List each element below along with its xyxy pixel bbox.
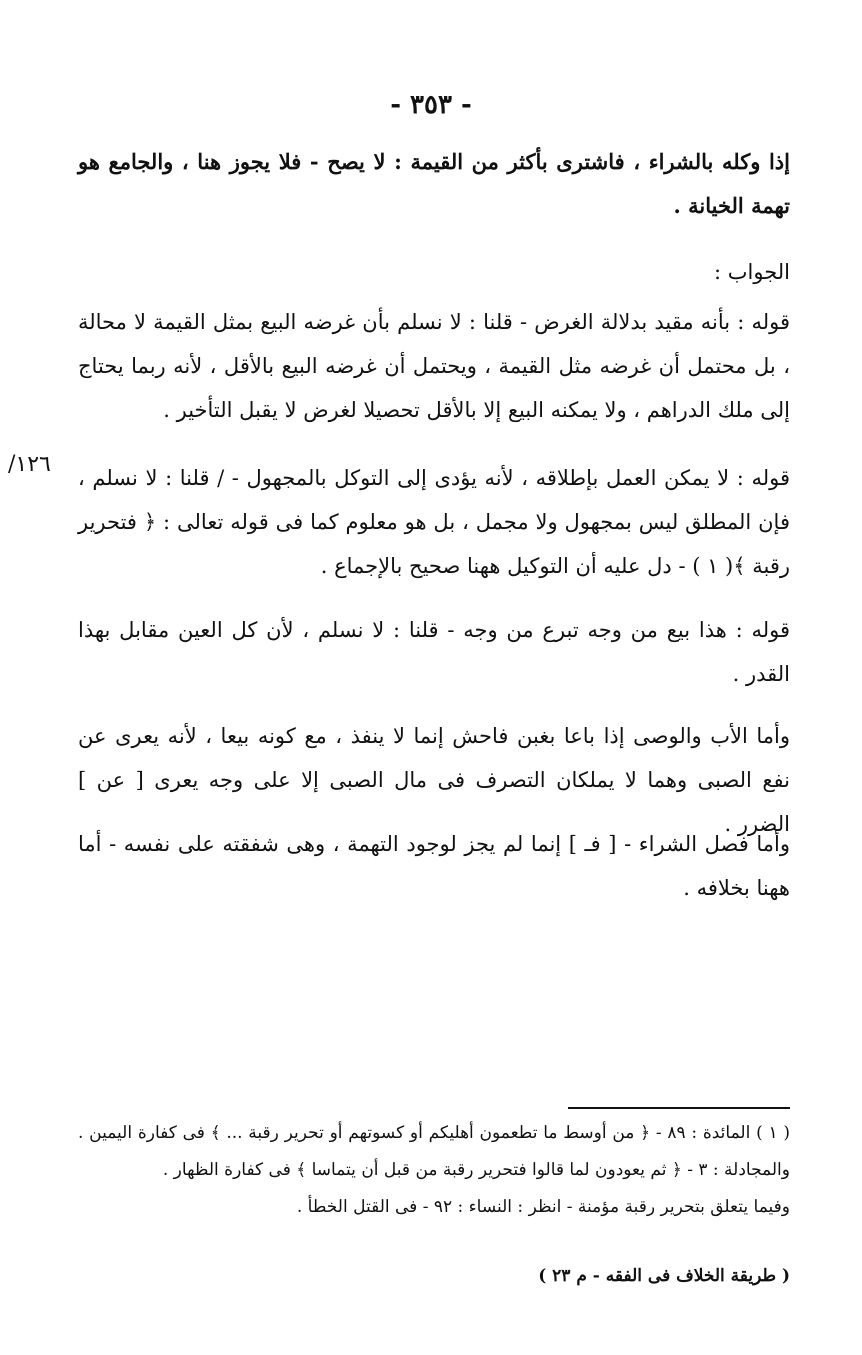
footnote-2: وفيما يتعلق بتحرير رقبة مؤمنة - انظر : النساء : ٩٢ - فى القتل الخطأ .	[296, 1197, 790, 1217]
paragraph-3: قوله : بأنه مقيد بدلالة الغرض - قلنا : لا نسلم بأن غرضه البيع بمثل القيمة لا محالة ، بل محتمل أن غرضه مثل القيمة ، ويحتمل أن غرضه البيع بالأقل ، لأنه ربما يحتاج إلى ملك الدراهم ، ولا يمكنه البيع إلا بالأقل تحصيلا لغرض لا يقبل التأخير .	[78, 310, 790, 422]
paragraph-answer-heading-block	[78, 250, 790, 294]
paragraph-5: قوله : هذا بيع من وجه تبرع من وجه - قلنا : لا نسلم ، لأن كل العين مقابل بهذا القدر .	[78, 618, 790, 686]
footnote-1: ( ١ ) المائدة : ٨٩ - ﴿ من أوسط ما تطعمون أهليكم أو كسوتهم أو تحرير رقبة ... ﴾ فى كفارة اليمين . والمجادلة : ٣ - ﴿ ثم يعودون لما قالوا فتحرير رقبة من قبل أن يتماسا ﴾ فى كفارة الظهار .	[78, 1123, 790, 1180]
paragraph-1: إذا وكله بالشراء ، فاشترى بأكثر من القيمة : لا يصح - فلا يجوز هنا ، والجامع هو تهمة الخيانة .	[78, 149, 790, 218]
paragraph-7: وأما فصل الشراء - [ فـ ] إنما لم يجز لوجود التهمة ، وهى شفقته على نفسه - أما ههنا بخلافه .	[78, 832, 790, 900]
answer-heading: الجواب :	[714, 260, 790, 284]
paragraph-block-3	[78, 300, 790, 432]
margin-folio-note: ١٢٦/	[8, 452, 51, 477]
footnotes	[78, 1115, 790, 1226]
paragraph-block-5	[78, 608, 790, 696]
paragraph-4: قوله : لا يمكن العمل بإطلاقه ، لأنه يؤدى إلى التوكل بالمجهول - / قلنا : لا نسلم ، فإن المطلق ليس بمجهول ولا مجمل ، بل هو معلوم كما فى قوله تعالى : ﴿ فتحرير رقبة ﴾( ١ ) - دل عليه أن التوكيل ههنا صحيح بالإجماع .	[78, 466, 790, 578]
paragraph-block-7	[78, 822, 790, 910]
paragraph-opening	[78, 140, 790, 228]
page-number: - ٣٥٣ -	[390, 90, 472, 120]
paragraph-6: وأما الأب والوصى إذا باعا بغبن فاحش إنما لا ينفذ ، مع كونه بيعا ، لأنه يعرى عن نفع الصبى وهما لا يملكان التصرف فى مال الصبى إلا على وجه يعرى [ عن ] الضرر .	[78, 724, 790, 836]
running-footer: ( طريقة الخلاف فى الفقه - م ٢٣ )	[538, 1266, 790, 1286]
paragraph-block-4	[78, 456, 790, 588]
footnote-divider	[568, 1107, 790, 1109]
